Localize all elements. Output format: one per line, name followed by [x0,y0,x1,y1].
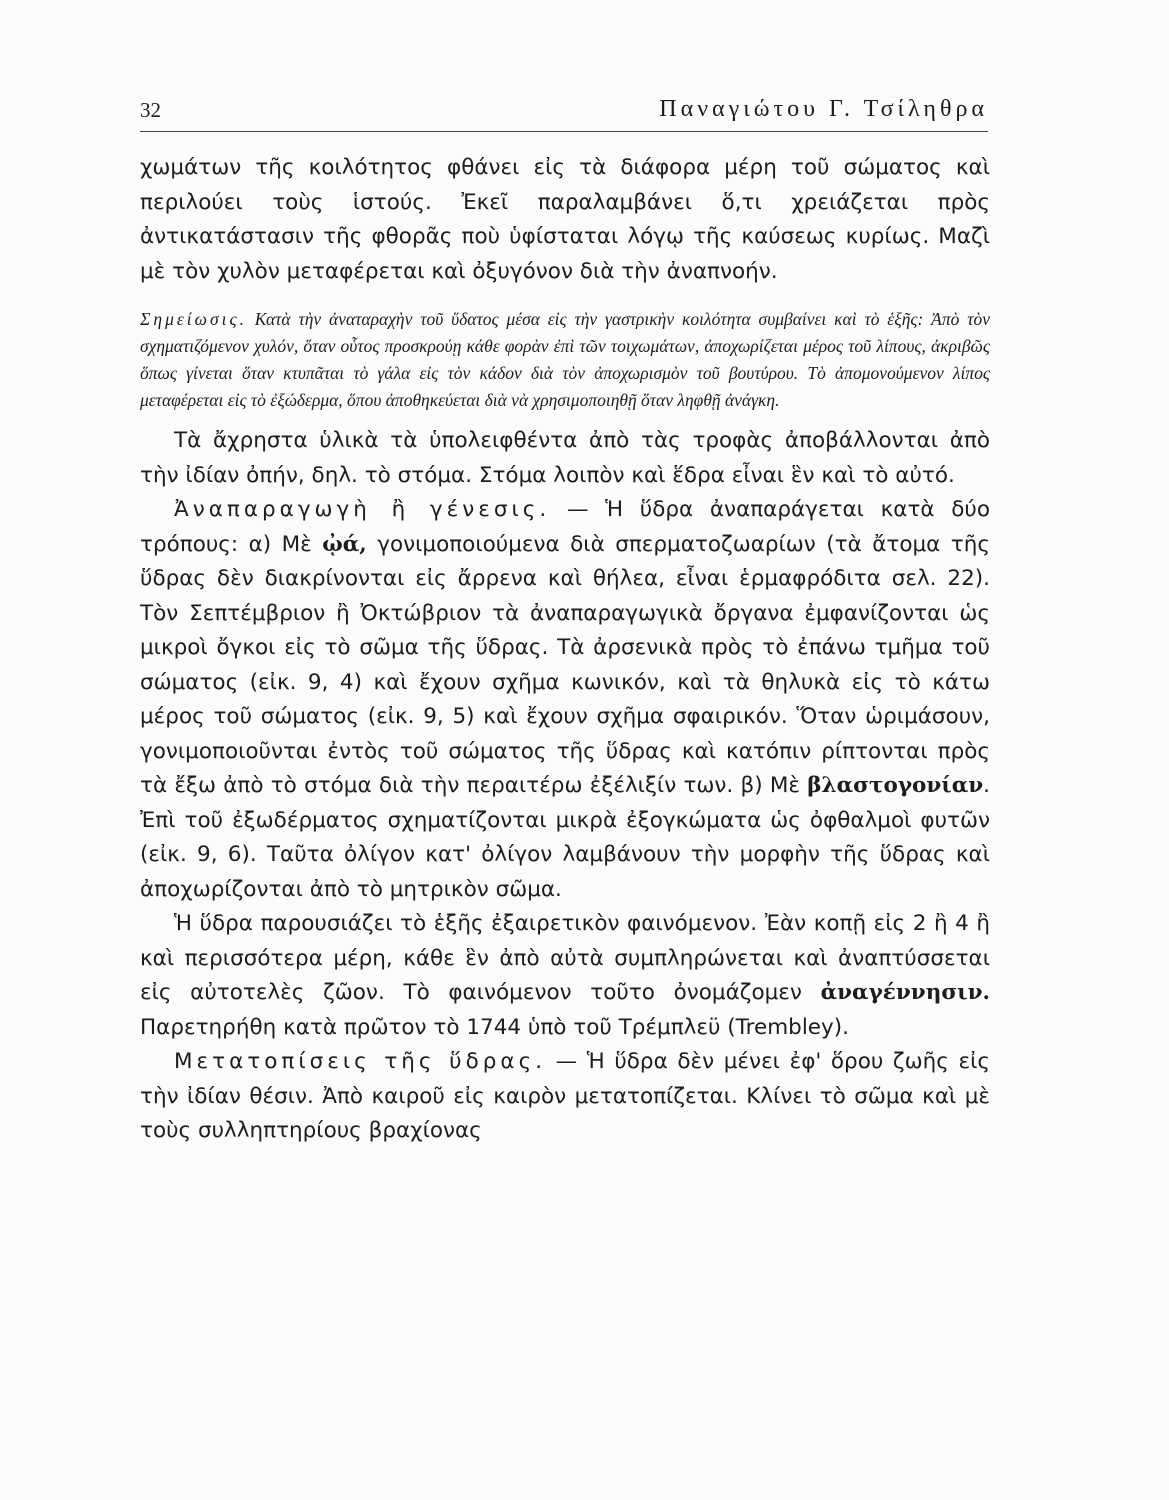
page-header [140,96,988,128]
paragraph-text: — Ἡ ὕδρα δὲν μένει ἐφ' ὅρου ζωῆς εἰς τὴν ἰδίαν θέσιν. Ἀπὸ καιροῦ εἰς καιρὸν μετατοπίζεται. Κλίνει τὸ σῶμα καὶ μὲ τοὺς συλληπτηρίους βραχίονας [140,1049,990,1143]
bold-term: ᾠά, [322,531,367,557]
paragraph-text: Τὰ ἄχρηστα ὑλικὰ τὰ ὑπολειφθέντα ἀπὸ τὰς τροφὰς ἀποβάλλονται ἀπὸ τὴν ἰδίαν ὀπήν, δηλ. τὸ στόμα. Στόμα λοιπὸν καὶ ἕδρα εἶναι ἓν καὶ τὸ αὐτό. [140,428,990,488]
running-head: Παναγιώτου Γ. Τσίληθρα [659,96,988,122]
paragraph-text: — Ἡ ὕδρα ἀναπαράγεται κατὰ δύο τρόπους: α) Μὲ [140,497,990,557]
paragraph-text: . Ἐπὶ τοῦ ἐξωδέρματος σχηματίζονται μικρὰ ἐξογκώματα ὡς ὀφθαλμοὶ φυτῶν (εἰκ. 9, 6). Ταῦτα ὀλίγον κατ' ὀλίγον λαμβάνουν τὴν μορφὴν τῆς ὕδρας καὶ ἀποχωρίζονται ἀπὸ τὸ μητρικὸν σῶμα. [140,773,990,902]
header-rule [140,131,988,132]
page-number: 32 [140,98,161,122]
bold-term: ἀναγέννησιν. [820,980,990,1005]
paragraph-text: Ἡ ὕδρα παρουσιάζει τὸ ἑξῆς ἐξαιρετικὸν φαινόμενον. Ἐὰν κοπῇ εἰς 2 ἢ 4 ἢ καὶ περισσότερα μέρη, κάθε ἓν ἀπὸ αὐτὰ συμπληρώνεται καὶ ἀναπτύσσεται εἰς αὐτοτελὲς ζῶον. Τὸ φαινόμενον τοῦτο ὀνομάζομεν [140,911,990,1005]
paragraph-continuation [140,151,990,289]
footnote-remark [140,306,990,414]
paragraph-movement [140,1045,990,1149]
paragraph-reproduction [140,493,990,907]
body-text [140,151,990,1149]
paragraph-regeneration [140,907,990,1045]
paragraph-text: γονιμοποιούμενα διὰ σπερματοζωαρίων (τὰ ἄτομα τῆς ὕδρας δὲν διακρίνονται εἰς ἄρρενα καὶ θήλεα, εἶναι ἑρμαφρόδιτα σελ. 22). Τὸν Σεπτέμβριον ἢ Ὀκτώβριον τὰ ἀναπαραγωγικὰ ὄργανα ἐμφανίζονται ὡς μικροὶ ὄγκοι εἰς τὸ σῶμα τῆς ὕδρας. Τὰ ἀρσενικὰ πρὸς τὸ ἐπάνω τμῆμα τοῦ σώματος (εἰκ. 9, 4) καὶ ἔχουν σχῆμα κωνικόν, καὶ τὰ θηλυκὰ εἰς τὸ κάτω μέρος τοῦ σώματος (εἰκ. 9, 5) καὶ ἔχουν σχῆμα σφαιρικόν. Ὅταν ὡριμάσουν, γονιμοποιοῦνται ἐντὸς τοῦ σώματος τῆς ὕδρας καὶ κατόπιν ρίπτονται πρὸς τὰ ἔξω ἀπὸ τὸ στόμα διὰ τὴν περαιτέρω ἐξέλιξίν των. β) Μὲ [140,531,990,798]
section-heading: Μετατοπίσεις τῆς ὕδρας. [174,1049,547,1074]
paragraph-text: Παρετηρήθη κατὰ πρῶτον τὸ 1744 ὑπὸ τοῦ Τρέμπλεϋ (Trembley). [140,1014,849,1040]
note-heading: Σημείωσις. [140,309,247,329]
paragraph-text: χωμάτων τῆς κοιλότητος φθάνει εἰς τὰ διάφορα μέρη τοῦ σώματος καὶ περιλούει τοὺς ἱστούς. Ἐκεῖ παραλαμβάνει ὅ,τι χρειάζεται πρὸς ἀντικατάστασιν τῆς φθορᾶς ποὺ ὑφίσταται λόγῳ τῆς καύσεως κυρίως. Μαζὶ μὲ τὸν χυλὸν μεταφέρεται καὶ ὀξυγόνον διὰ τὴν ἀναπνοήν. [140,155,990,284]
paragraph-waste [140,424,990,493]
bold-term: βλαστογονίαν [807,773,984,798]
section-heading: Ἀναπαραγωγὴ ἢ γένεσις. [174,497,551,522]
note-text: Κατὰ τὴν ἀναταραχὴν τοῦ ὕδατος μέσα εἰς τὴν γαστρικὴν κοιλότητα συμβαίνει καὶ τὸ ἑξῆς: Ἀπὸ τὸν σχηματιζόμενον χυλόν, ὅταν οὗτος προσκρούῃ κάθε φορὰν ἐπὶ τῶν τοιχωμάτων, ἀποχωρίζεται μέρος τοῦ λίπους, ἀκριβῶς ὅπως γίνεται ὅταν κτυπᾶται τὸ γάλα εἰς τὸν κάδον διὰ τὸν ἀποχωρισμὸν τοῦ βουτύρου. Τὸ ἀπομονούμενον λίπος μεταφέρεται εἰς τὸ ἐξώδερμα, ὅπου ἀποθηκεύεται διὰ νὰ χρησιμοποιηθῇ ὅταν ληφθῇ ἀνάγκη. [140,309,990,410]
